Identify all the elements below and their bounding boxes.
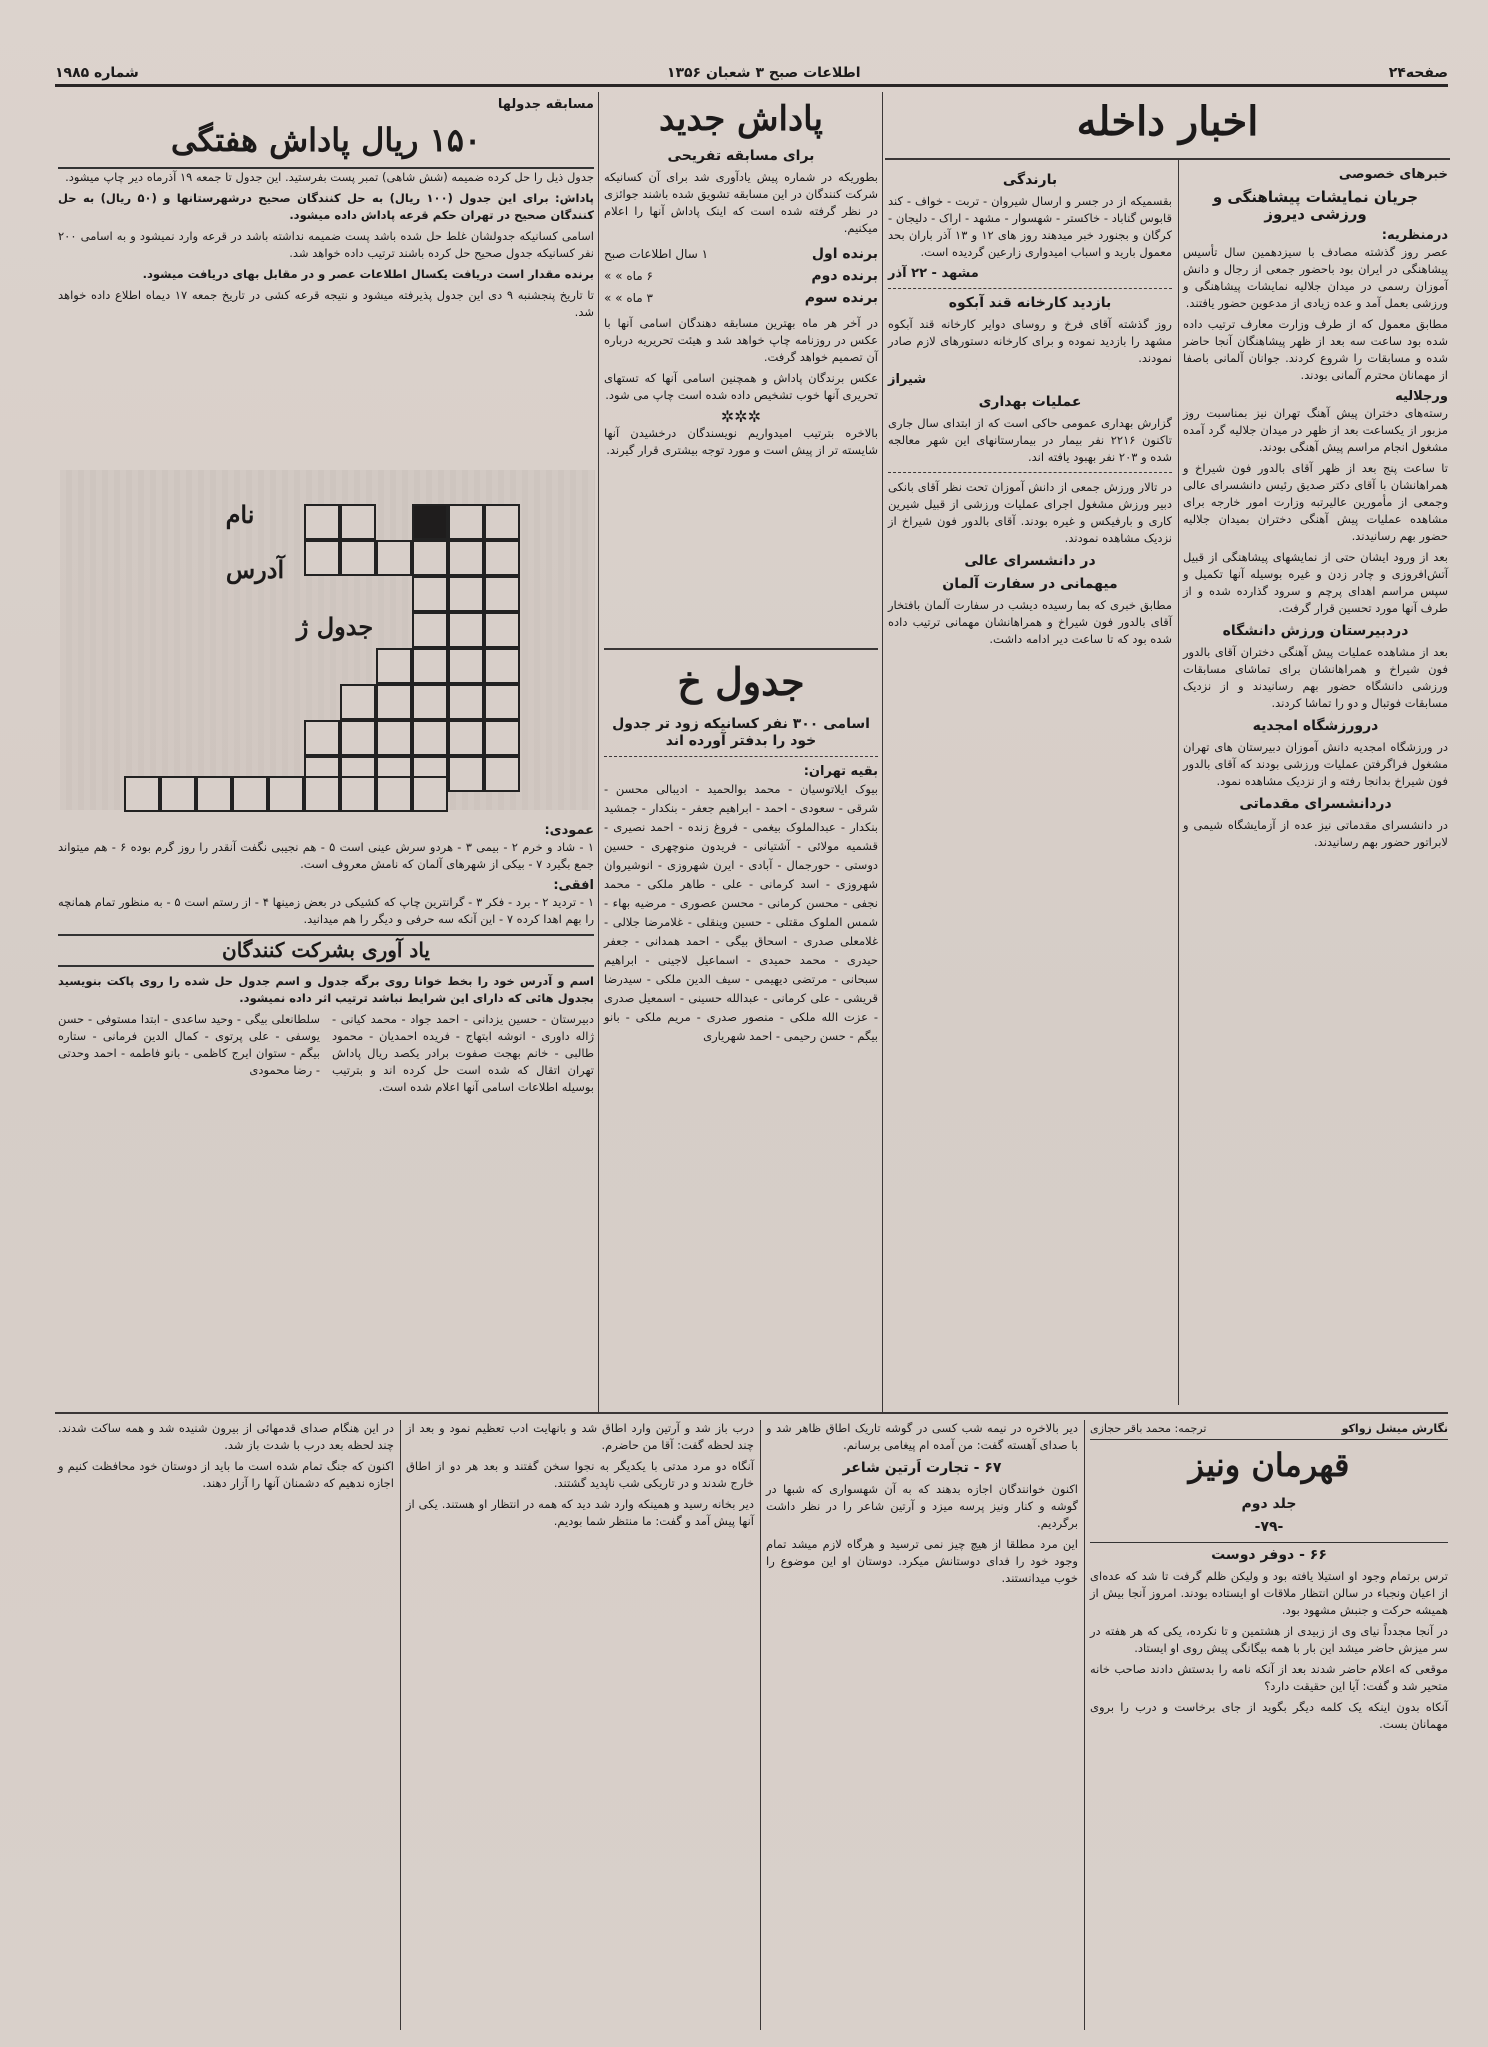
winner-rank: برنده دوم	[811, 268, 878, 284]
paragraph: بالاخره بترتیب امیدواریم نویسندگان درخشیدن آنها شایسته تر از پیش است و مورد توجه بیشتری قرار گیرند.	[604, 426, 878, 457]
headline: جریان نمایشات پیشاهنگی و ورزشی دیروز	[1212, 188, 1419, 223]
section-divider	[55, 1412, 1448, 1414]
paragraph: رسته‌های دختران پیش آهنگ تهران نیز بمناسبت روز مزبور از یکساعت بعد از ظهر در میدان جلالیه گرد آمده مشغول انجام مراسم پیش آهنگی بودند.	[1183, 406, 1448, 454]
divider	[888, 472, 1172, 473]
subheading: بازدید کارخانه قند آبکوه	[948, 295, 1112, 311]
paragraph: مطابق معمول که از طرف وزارت معارف ترتیب داده شده بود ساعت سه بعد از ظهر پیشاهنگان آنجا حاضر شده و مسابقات را شروع کردند. جوانان آلمانی باصفا از مهمانان محترم آلمانی بودند.	[1183, 317, 1448, 382]
crossword-cell[interactable]	[448, 612, 484, 648]
crossword-cell-black	[412, 504, 448, 540]
paragraph: بعد از مشاهده عملیات پیش آهنگی دختران آقای بالدور فون شیراخ و همراهانشان برای تماشای مسابقات ورزشی دانشگاه حضور بهم رسانیدند و از نزدیک مسابقات فوتبال و دو را تماشا کردند.	[1183, 645, 1448, 710]
crossword-cell[interactable]	[304, 776, 340, 812]
crossword-cell[interactable]	[340, 776, 376, 812]
crossword-cell[interactable]	[340, 504, 376, 540]
crossword-cell[interactable]	[412, 720, 448, 756]
subheading: عملیات بهداری	[978, 394, 1082, 410]
winners-list	[604, 243, 878, 309]
paragraph: اکنون که جنگ تمام شده است ما باید از دوستان خود محافظت کنیم و اجازه ندهیم که دشمنان آنها را آزار دهند.	[58, 1459, 394, 1490]
table-label: جدول ژ	[296, 612, 374, 641]
crossword-cell[interactable]	[412, 612, 448, 648]
paragraph: در آخر هر ماه بهترین مسابقه دهندگان اسامی آنها با عکس در روزنامه چاپ خواهد شد و هیئت تحریریه درباره آن تصمیم خواهد گرفت.	[604, 316, 878, 364]
private-news-label: خبرهای خصوصی	[1338, 167, 1448, 182]
crossword-cell[interactable]	[412, 576, 448, 612]
subheading: درورزشگاه امجدیه	[1252, 718, 1379, 734]
column-divider	[1084, 1420, 1085, 2030]
crossword-cell[interactable]	[268, 776, 304, 812]
crossword-cell[interactable]	[484, 720, 520, 756]
crossword-cell[interactable]	[448, 648, 484, 684]
crossword-cell[interactable]	[304, 720, 340, 756]
subheading: ورجلالیه	[1395, 389, 1448, 404]
serial-story-intro	[1090, 1420, 1448, 1737]
crossword-cell[interactable]	[484, 684, 520, 720]
crossword-cell[interactable]	[448, 684, 484, 720]
paragraph: جدول ذیل را حل کرده ضمیمه (شش شاهی) تمبر پست بفرستید. این جدول تا جمعه ۱۹ آذرماه دیر چاپ میشود.	[65, 170, 594, 184]
across-clues: ۱ - تردید ۲ - برد - فکر ۳ - گرانترین چاپ که کشیکی در بعض زمینها ۴ - از رستم است ۵ - به منظور تمام همانچه را بهم اهدا کرده ۷ - این آنکه سه حرفی و دیگر را هم میدانید.	[58, 895, 594, 926]
section-subtitle: برای مسابقه تفریحی	[667, 148, 815, 164]
crossword-cell[interactable]	[448, 720, 484, 756]
issue-number: شماره ۱۹۸۵	[55, 65, 139, 81]
paragraph: درب باز شد و آرتین وارد اطاق شد و بانهایت ادب تعظیم نمود و بعد از چند لحظه گفت: آقا من حاضرم.	[406, 1421, 754, 1452]
column-divider	[1178, 160, 1179, 1405]
crossword-cell[interactable]	[448, 540, 484, 576]
paragraph: پاداش: برای این جدول (۱۰۰ ریال) به حل کنندگان صحیح درشهرستانها و (۵۰ ریال) به حل کنندگان صحیح در تهران حکم قرعه پاداش داده میشود.	[58, 191, 594, 222]
down-clues: ۱ - شاد و خرم ۲ - بیمی ۳ - هردو سرش عینی است ۵ - هم نجیبی نگفت آنقدر را روز گرم بوده ۶ - هم میتواند جمع بگیرد ۷ - بیکی از شهرهای آلمان که نامش معروف است.	[58, 840, 594, 871]
paragraph: در تالار ورزش جمعی از دانش آموزان تحت نظر آقای بانکی دبیر ورزش مشغول اجرای عملیات ورزشی از قبیل شیرین کاری و بارفیکس و غیره بودند. آقای بالدور فون شیراخ از نزدیک مشاهده نمودند.	[888, 480, 1172, 545]
paragraph: در ورزشگاه امجدیه دانش آموزان دبیرستان های تهران مشغول فراگرفتن عملیات ورزشی بودند که آقای بالدور فون شیراخ بدانجا رفته و از نزدیک مشاهده نمود.	[1183, 740, 1448, 788]
crossword-cell[interactable]	[124, 776, 160, 812]
subheading: میهمانی در سفارت آلمان	[942, 576, 1118, 592]
paragraph: در دانشسرای مقدماتی نیز عده از آزمایشگاه شیمی و لابراتور حضور بهم رسانیدند.	[1183, 818, 1448, 849]
crossword-cell[interactable]	[484, 504, 520, 540]
crossword-cell[interactable]	[448, 576, 484, 612]
paragraph: عصر روز گذشته مصادف با سیزدهمین سال تأسیس پیشاهنگی در ایران بود باحضور جمعی از رجال و دانش آموزان رسمی در میدان جلالیه نمایشات پیشاهنگی و ورزشی بعمل آمد و عده زیادی از مدعوین حضور یافتند.	[1183, 245, 1448, 310]
crossword-cell[interactable]	[376, 720, 412, 756]
paragraph: تا ساعت پنج بعد از ظهر آقای بالدور فون شیراخ و همراهانشان با آقای دکتر صدیق رئیس دانشسرای عالی وجمعی از مأمورین عالیرتبه وزارت امور خارجه برای مشاهده عملیات پیش آهنگی دختران بمیدان جلالیه حضور بهم رسانیدند.	[1183, 461, 1448, 543]
dateline: شیراز	[888, 372, 927, 387]
reminder-text: اسم و آدرس خود را بخط خوانا روی برگه جدول و اسم جدول حل شده را روی پاکت بنویسید بجدول هائی که دارای این شرایط نباشد ترتیب اثر داده نمیشود.	[58, 974, 594, 1005]
crossword-cell[interactable]	[484, 648, 520, 684]
ornament: ✲✲✲	[720, 407, 762, 426]
paragraph: بطوریکه در شماره پیش یادآوری شد برای آن کسانیکه شرکت کنندگان در این مسابقه تشویق شده باشند جوائزی در نظر گرفته شده است که اینک پاداش آنها را اعلام میکنیم.	[604, 170, 878, 235]
serial-story-column	[766, 1420, 1078, 1591]
crossword-cell[interactable]	[376, 684, 412, 720]
reminder-title: یاد آوری بشرکت کنندگان	[58, 934, 594, 967]
subheading: در دانشسرای عالی	[964, 553, 1096, 569]
paragraph: عکس برندگان پاداش و همچنین اسامی آنها که تستهای تحریری آنها خوب تشخیص داده شده است چاپ می شود.	[604, 371, 878, 402]
page-number: صفحه۲۴	[1388, 65, 1448, 81]
story-volume: جلد دوم	[1241, 1496, 1297, 1512]
crossword-cell[interactable]	[484, 576, 520, 612]
serial-story-column	[406, 1420, 754, 1534]
divider	[604, 756, 878, 757]
column-divider	[400, 1420, 401, 2030]
crossword-cell[interactable]	[448, 504, 484, 540]
crossword-cell[interactable]	[412, 540, 448, 576]
winner-prize: ۶ ماه » »	[604, 269, 653, 283]
across-title: افقی:	[553, 878, 594, 893]
crossword-cell[interactable]	[412, 684, 448, 720]
address-label: آدرس	[225, 555, 285, 584]
crossword-cell[interactable]	[232, 776, 268, 812]
crossword-clues	[58, 822, 594, 1100]
crossword-title: ۱۵۰ ریال پاداش هفتگی	[58, 113, 594, 169]
crossword-cell[interactable]	[484, 540, 520, 576]
paragraph: در آنجا مجدداً نیای وی از زبیدی از هشتمین و تا نکرده، یکی که هر هفته در سر میزش حاضر میشد این بار با همه بیگانگی پیش روی او ایستاد.	[1090, 1624, 1448, 1655]
winner-rank: برنده اول	[811, 246, 878, 262]
crossword-cell[interactable]	[340, 684, 376, 720]
crossword-cell[interactable]	[160, 776, 196, 812]
dateline: مشهد - ۲۲ آذر	[888, 266, 979, 281]
contest-label: مسابقه جدولها	[497, 97, 594, 112]
chapter-title: ۶۶ - دوفر دوست	[1090, 1542, 1448, 1564]
divider	[888, 288, 1172, 289]
section-rule	[604, 648, 878, 650]
subheading: بارندگی	[1002, 172, 1058, 188]
dateline: درمنظریه:	[1381, 228, 1448, 243]
private-news-column	[1183, 166, 1448, 855]
section-title: پاداش جدید	[659, 99, 823, 139]
story-title: قهرمان ونیز	[1188, 1446, 1350, 1484]
names-list: سلطانعلی بیگی - وحید ساعدی - ابتدا مستوفی - حسن یوسفی - علی پرتوی - کمال الدین فرمانی - ستاره بیگم - ستوان ایرج کاظمی - بانو فاطمه - احمد وحدتی - رضا محمودی	[58, 1012, 320, 1077]
paragraph: در این هنگام صدای قدمهائی از بیرون شنیده شد و همه ساکت شدند. چند لحظه بعد درب با شدت باز شد.	[58, 1421, 394, 1452]
crossword-cell[interactable]	[376, 540, 412, 576]
masthead: اطلاعات صبح ۳ شعبان ۱۳۵۶	[666, 65, 861, 81]
subheading: دردبیرستان ورزش دانشگاه	[1222, 623, 1409, 639]
crossword-cell[interactable]	[448, 756, 484, 792]
paragraph: آنگاه دو مرد مدتی با یکدیگر به نجوا سخن گفتند و بعد هر دو از اطاق خارج شدند و در تاریکی شب ناپدید گشتند.	[406, 1459, 754, 1490]
crossword-cell[interactable]	[304, 540, 340, 576]
table-title: جدول خ	[677, 659, 805, 704]
column-divider	[760, 1420, 761, 2030]
crossword-cell[interactable]	[412, 648, 448, 684]
paragraph: ترس برتمام وجود او استیلا یافته بود و ولیکن ظلم گرفت تا شد که عده‌ای از اعیان ونجباء در سالن انتظار ملاقات او ایستاده بودند. امروز آنجا بیش از همیشه حرکت و جنبش مشهود بود.	[1090, 1569, 1448, 1617]
crossword-cell[interactable]	[484, 612, 520, 648]
winner-rank: برنده سوم	[804, 290, 878, 306]
title-rule	[885, 158, 1450, 160]
crossword-cell[interactable]	[340, 540, 376, 576]
paragraph: دیر بخانه رسید و همینکه وارد شد دید که همه در انتظار او هستند. یکی از آنها پیش آمد و گفت: ما منتظر شما بودیم.	[406, 1497, 754, 1528]
paragraph: مطابق خبری که بما رسیده دیشب در سفارت آلمان بافتخار آقای بالدور فون شیراخ و همراهانشان مهمانی ترتیب داده شده بود که تا ساعت دیر ادامه داشت.	[888, 598, 1172, 646]
name-label: نام	[225, 500, 255, 529]
domestic-news-column	[888, 166, 1172, 652]
translator: ترجمه: محمد باقر حجازی	[1090, 1422, 1207, 1435]
paragraph: گزارش بهداری عمومی حاکی است که از ابتدای سال جاری تاکنون ۲۲۱۶ نفر بیمار در بیمارستانهای این شهر معالجه شده و ۲۰۳ نفر بهبود یافته اند.	[888, 416, 1172, 464]
paragraph: موقعی که اعلام حاضر شدند بعد از آنکه نامه را بدستش دادند صاحب ‌خانه متحیر شد و گفت: آیا این حقیقت دارد؟	[1090, 1662, 1448, 1693]
paragraph: این مرد مطلقا از هیچ چیز نمی ترسید و هرگاه لازم میشد تمام وجود خود را فدای دوستانش میکرد. دوستان او این موضوع را خوب میدانستند.	[766, 1537, 1078, 1585]
paragraph: دیر بالاخره در نیمه شب کسی در گوشه تاریک اطاق ظاهر شد و با صدای آهسته گفت: من آمده ام پیغامی برسانم.	[766, 1421, 1078, 1452]
paragraph: اسامی کسانیکه جدولشان غلط حل شده باشد پست ضمیمه نداشته باشد در قرعه وارد نمیشود و به اسامی ۲۰۰ نفر کسانیکه جدول صحیح حل کرده باشند ترتیب داده خواهد شد.	[58, 229, 594, 260]
names-list: دبیرستان - حسین یزدانی - احمد جواد - محمد کیانی - ژاله داوری - انوشه ابتهاج - فریده احمدیان - محمود طالبی - خانم بهجت صفوت برادر یکصد ریال پاداش تهران اتقال که شده است حل کرده اند و بترتیب بوسیله اطلاعات اسامی آنها اعلام شده است.	[332, 1012, 594, 1094]
down-title: عمودی:	[544, 823, 594, 838]
crossword-column	[58, 96, 594, 325]
crossword-cell[interactable]	[412, 776, 448, 812]
serial-story-column	[58, 1420, 394, 1496]
section-title: اخبار داخله	[1076, 98, 1259, 145]
paragraph: روز گذشته آقای فرخ و روسای دوایر کارخانه قند آبکوه مشهد را بازدید نموده و برای کارخانه دستورهای لازم صادر نمودند.	[888, 317, 1172, 365]
column-divider	[882, 92, 883, 1412]
crossword-cell[interactable]	[196, 776, 232, 812]
paragraph: بعد از ورود ایشان حتی از نمایشهای پیشاهنگی از قبیل آتش‌افروزی و چادر زدن و غیره بوسیله آنها تکمیل و سپس مراسم اهدای پرچم و سرود گذارده شده و از طرف آنها مورد تحسین قرار گرفت.	[1183, 550, 1448, 615]
paragraph: اکنون خوانندگان اجازه بدهند که به آن شهسواری که شبها در گوشه و کنار ونیز پرسه میزد و آرتین شاعر را در نظر داشت برگردیم.	[766, 1482, 1078, 1530]
domestic-news-section	[885, 92, 1450, 152]
story-episode: -۷۹-	[1254, 1519, 1284, 1535]
crossword-cell[interactable]	[376, 648, 412, 684]
winner-row	[604, 287, 878, 309]
crossword-cell[interactable]	[340, 720, 376, 756]
winner-prize: ۳ ماه » »	[604, 291, 653, 305]
table-subtitle: اسامی ۳۰۰ نفر کسانیکه زود تر جدول خود را بدفتر آورده اند	[612, 716, 870, 749]
winner-prize: ۱ سال اطلاعات صبح	[604, 247, 709, 261]
paragraph: برنده مقدار است دریافت یکسال اطلاعات عصر و در مقابل بهای دریافت میشود.	[142, 267, 594, 281]
author: نگارش میشل زواکو	[1341, 1422, 1448, 1435]
paragraph: تا تاریخ پنجشنبه ۹ دی این جدول پذیرفته میشود و نتیجه قرعه کشی در تاریخ جمعه ۱۷ دیماه اطلاع داده خواهد شد.	[58, 288, 594, 319]
winner-row	[604, 265, 878, 287]
table-kh-column	[604, 654, 878, 1050]
crossword-cell[interactable]	[484, 756, 520, 792]
new-prize-column	[604, 96, 878, 463]
paragraph: آنکاه بدون اینکه یک کلمه دیگر بگوید از جای برخاست و درب را بروی مهمانان بست.	[1090, 1700, 1448, 1731]
winner-row	[604, 243, 878, 265]
names-header: بقیه تهران:	[803, 764, 878, 779]
subheading: دردانشسرای مقدماتی	[1239, 796, 1392, 812]
crossword-cell[interactable]	[376, 776, 412, 812]
crossword-cell[interactable]	[304, 504, 340, 540]
column-divider	[598, 92, 599, 1412]
names-list: بیوک ایلاتوسیان - محمد بوالحمید - ادیبالی محسن - شرقی - سعودی - احمد - ابراهیم جعفر - بنکدار - جمشید بنکدار - عبدالملوک بیغمی - فروغ زنده - احمد نصیری - قشمیه مولائی - آشتیانی - فریدون منوچهری - حسین دوستی - حورجمال - آبادی - ایرن شهروزی - انوشیروان شهروزی - اسد کرمانی - علی - طاهر ملکی - محمد نجفی - محسن کرمانی - محسن عصوری - مرضیه بهاء - شمس الملوک مقتلی - حسین وینقلی - غلامرضا جلالی - غلامعلی صدری - اسحاق بیگی - احمد همدانی - جعفر حیدری - محمد حمیدی - اسماعیل لاجینی - ابراهیم سبحانی - مرتضی دیهیمی - سیف الدین ملکی - سیدرضا قریشی - علی کرمانی - عبدالله حسینی - اسمعیل صدری - عزت الله ملکی - منصور صدری - مریم ملکی - بانو بیگم - حسن رحیمی - احمد شهریاری	[604, 782, 878, 1043]
paragraph: بقسمیکه از در جسر و ارسال شیروان - تربت - خواف - کند قابوس گناباد - خاکستر - شهسوار - مشهد - اراک - دلیجان - کرگان و بجنورد خبر میدهند روز های ۱۲ و ۱۳ آذر باران بحد معمول بارید و اسباب امیدواری زارعین گردیده است.	[888, 194, 1172, 259]
page-header	[55, 62, 1448, 87]
chapter-title: ۶۷ - تجارت اَرتین شاعر	[842, 1460, 1002, 1476]
